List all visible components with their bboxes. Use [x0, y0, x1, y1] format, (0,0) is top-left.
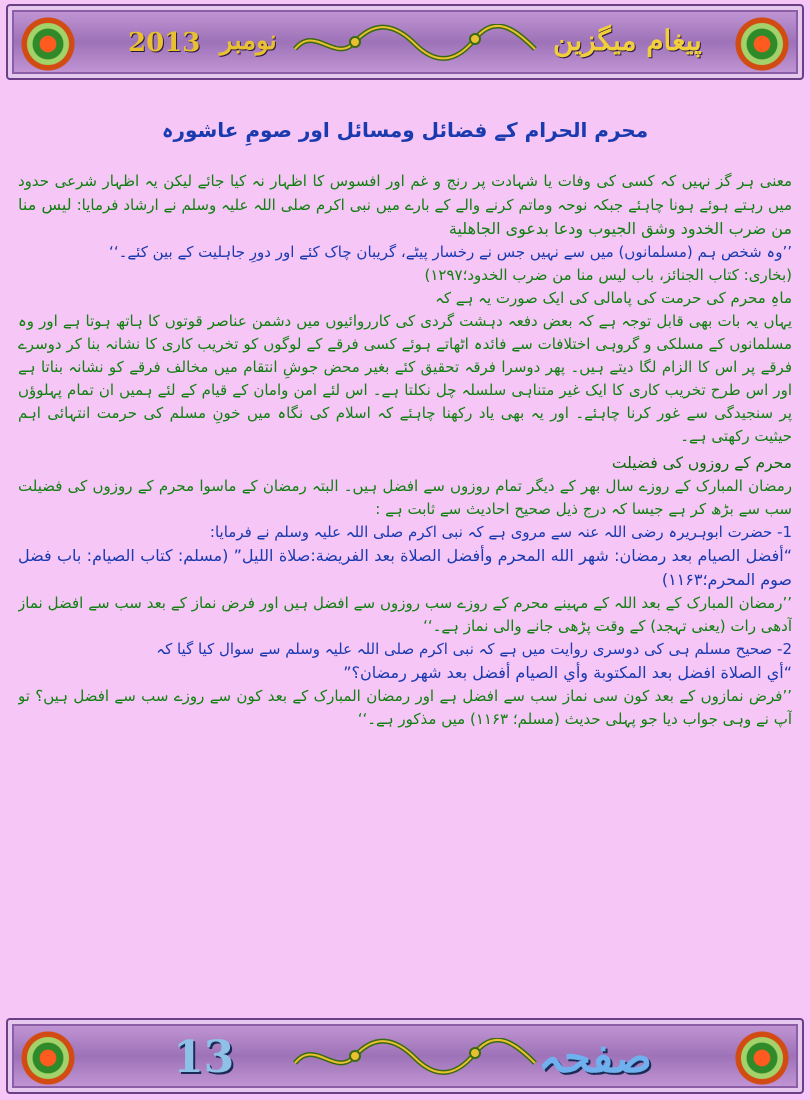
flower-ornament-icon	[734, 16, 790, 72]
scroll-ornament-icon	[290, 1038, 540, 1078]
arabic-hadith: “أفضل الصیام بعد رمضان: شھر الله المحرم وأفضل الصلاة بعد الفریضة:صلاة اللیل” (مسلم: کتاب الصیام: باب فضل صوم المحرم؛۱۱۶۳)	[18, 546, 792, 589]
flower-ornament-icon	[20, 16, 76, 72]
hadith-intro: 2- صحیح مسلم ہی کی دوسری روایت میں ہے کہ نبی اکرم صلی اللہ علیہ وسلم سے سوال کیا گیا کہ	[156, 640, 792, 658]
paragraph: یہاں یہ بات بھی قابل توجہ ہے کہ بعض دفعہ دہشت گردی کی کارروائیوں میں دشمن عناصر قوتوں کا ہاتھ ہوتا ہے اور وہ مسلمانوں کے مسلکی و گروہی اختلافات سے فائدہ اٹھاتے ہوئے کسی فرقے کے لوگوں کو تخریب کاری کا نشانہ بنا کر دوسرے فرقے پر اس کا الزام لگا دیتے ہیں۔ پھر دوسرا فرقہ تحقیق کئے بغیر محض جوشِ انتقام میں مخالف فرقے کو نشانہ بناتا ہے اور اس طرح تخریب کاری کا ایک غیر متناہی سلسلہ چل نکلتا ہے۔ اس لئے امن وامان کے قیام کے لئے ہمیں ان تمام پہلوؤں پر سنجیدگی سے غور کرنا چاہئے۔ اور یہ بھی یاد رکھنا چاہئے کہ اسلام کی نگاہ میں خونِ مسلم کی حرمت انتہائی اہم حیثیت رکھتی ہے۔	[18, 312, 792, 445]
section-heading: محرم کے روزوں کی فضیلت	[611, 454, 792, 472]
article-title: محرم الحرام کے فضائل ومسائل اور صومِ عاشورہ	[161, 118, 649, 142]
footer-frame	[6, 1018, 804, 1094]
header-year: 2013	[128, 28, 201, 58]
hadith-translation: ’’رمضان المبارک کے بعد اللہ کے مہینے محرم کے روزے سب روزوں سے افضل ہیں اور فرض نماز کے بعد سب سے افضل نماز آدھی رات (یعنی تہجد) کے وقت پڑھی جانے والی نماز ہے۔‘‘	[18, 594, 792, 635]
hadith-translation: ’’فرض نمازوں کے بعد کون سی نماز سب سے افضل ہے اور رمضان المبارک کے بعد کون سے روزے سب سے افضل ہیں؟ تو آپ نے وہی جواب دیا جو پہلی حدیث (مسلم؛ ۱۱۶۳) میں مذکور ہے۔‘‘	[18, 687, 792, 728]
header-month: نومبر	[220, 26, 277, 56]
arabic-hadith: “أي الصلاة افضل بعد المکتوبة وأي الصیام أفضل بعد شھر رمضان؟”	[343, 663, 792, 682]
magazine-title: پیغام میگزین	[553, 24, 702, 57]
flower-ornament-icon	[734, 1030, 790, 1086]
paragraph	[18, 170, 792, 241]
header-frame	[6, 4, 804, 80]
hadith-translation: ’’وہ شخص ہم (مسلمانوں) میں سے نہیں جس نے رخسار پیٹے، گریبان چاک کئے اور دورِ جاہلیت کے بین کئے۔‘‘	[109, 243, 792, 261]
paragraph-text: معنی ہر گز نہیں کہ کسی کی وفات یا شہادت پر رنج و غم اور افسوس کا اظہار نہ کیا جائے لیکن یہ اظہار شرعی حدود میں رہتے ہوئے ہونا چاہئے جبکہ نوحہ وماتم کرنے والے کے بارے میں نبی اکرم صلی اللہ علیہ وسلم نے ارشاد فرمایا:	[18, 172, 792, 214]
reference: (بخاری: کتاب الجنائز، باب لیس منا من ضرب الخدود؛۱۲۹۷)	[424, 266, 792, 284]
page-number: 13	[173, 1032, 235, 1083]
paragraph: رمضان المبارک کے روزے سال بھر کے دیگر تمام روزوں سے افضل ہیں۔ البتہ رمضان کے ماسوا محرم کے روزوں کی فضیلت سب سے بڑھ کر ہے جیسا کہ درج ذیل صحیح احادیث سے ثابت ہے :	[18, 477, 792, 518]
scroll-ornament-icon	[290, 24, 540, 64]
arabic-hadith: لیس منا من ضرب الخدود وشق الجیوب ودعا بدعوی الجاھلیة	[18, 195, 792, 238]
page-label: صفحہ	[538, 1032, 652, 1083]
flower-ornament-icon	[20, 1030, 76, 1086]
paragraph: ماہِ محرم کی حرمت کی پامالی کی ایک صورت یہ ہے کہ	[435, 289, 792, 307]
hadith-intro: 1- حضرت ابوہریرہ رضی اللہ عنہ سے مروی ہے کہ نبی اکرم صلی اللہ علیہ وسلم نے فرمایا:	[209, 523, 792, 541]
article-body	[18, 100, 792, 1005]
